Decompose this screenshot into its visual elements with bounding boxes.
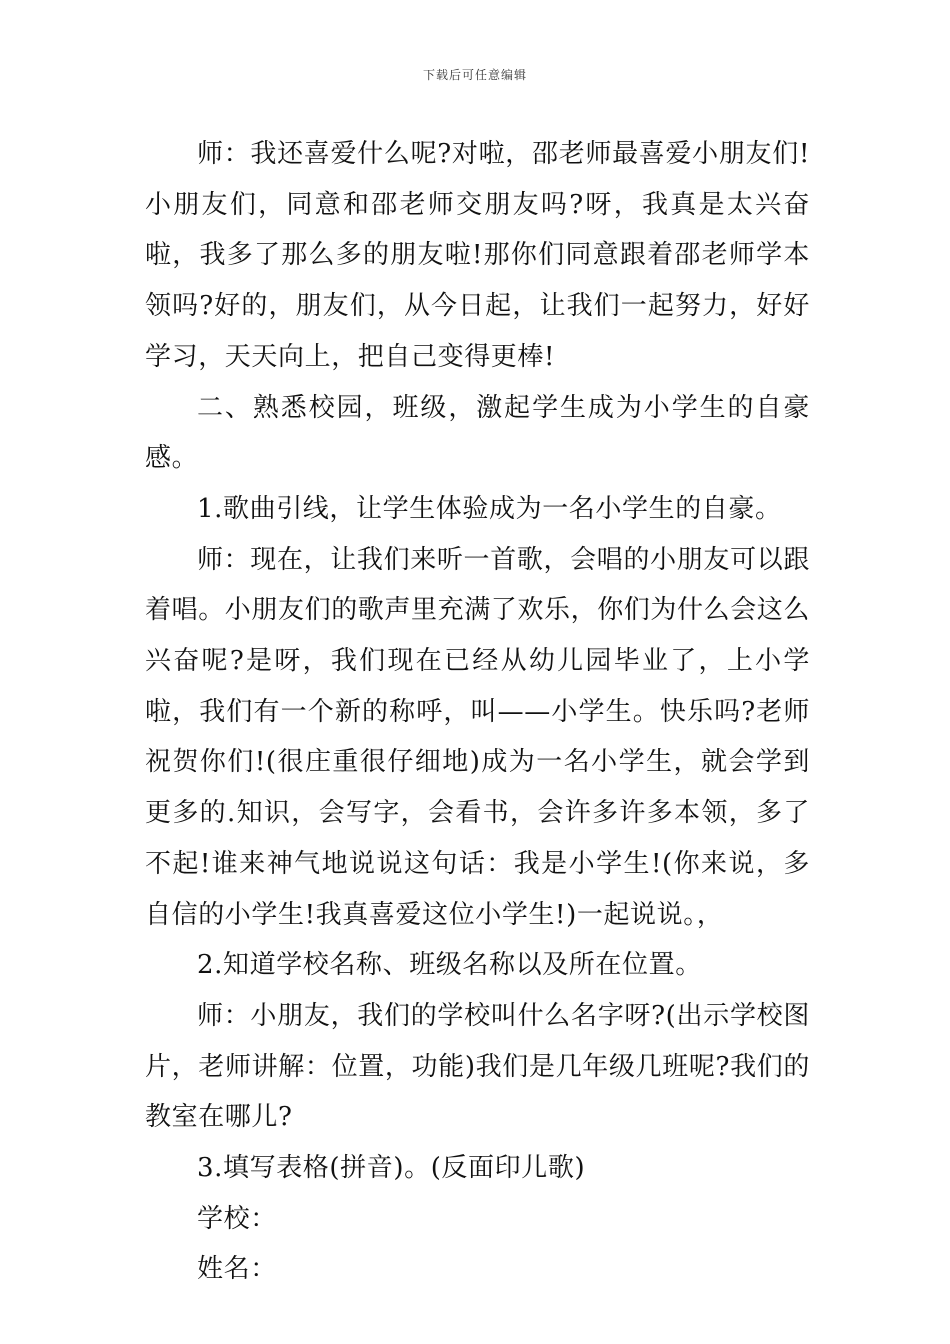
paragraph-teacher-song: 师：现在，让我们来听一首歌，会唱的小朋友可以跟着唱。小朋友们的歌声里充满了欢乐，你们为什么会这么兴奋呢?是呀，我们现在已经从幼儿园毕业了，上小学啦，我们有一个新的称呼，叫——小学生。快乐吗?老师祝贺你们!(很庄重很仔细地)成为一名小学生，就会学到更多的.知识，会写字，会看书，会许多许多本领，多了不起!谁来神气地说说这句话：我是小学生!(你来说，多自信的小学生!我真喜爱这位小学生!)一起说说。， [145,544,811,930]
step-3-heading: 3.填写表格(拼音)。(反面印儿歌) [197,1153,586,1184]
step-2-heading: 2.知道学校名称、班级名称以及所在位置。 [197,950,702,981]
document-body [145,129,810,1295]
form-field-school: 学校： [197,1203,277,1234]
step-1-heading: 1.歌曲引线，让学生体验成为一名小学生的自豪。 [197,493,782,524]
paragraph-teacher-school: 师：小朋友，我们的学校叫什么名字呀?(出示学校图片，老师讲解：位置，功能)我们是几年级几班呢?我们的教室在哪儿? [145,1000,810,1133]
form-field-name: 姓名： [197,1254,277,1285]
paragraph-teacher-intro: 师：我还喜爱什么呢?对啦，邵老师最喜爱小朋友们!小朋友们，同意和邵老师交朋友吗?呀，我真是太兴奋啦，我多了那么多的朋友啦!那你们同意跟着邵老师学本领吗?好的，朋友们，从今日起，让我们一起努力，好好学习，天天向上，把自己变得更棒! [145,139,810,372]
section-heading-2: 二、熟悉校园，班级，激起学生成为小学生的自豪感。 [145,392,810,474]
page-header-note: 下载后可任意编辑 [422,68,527,82]
